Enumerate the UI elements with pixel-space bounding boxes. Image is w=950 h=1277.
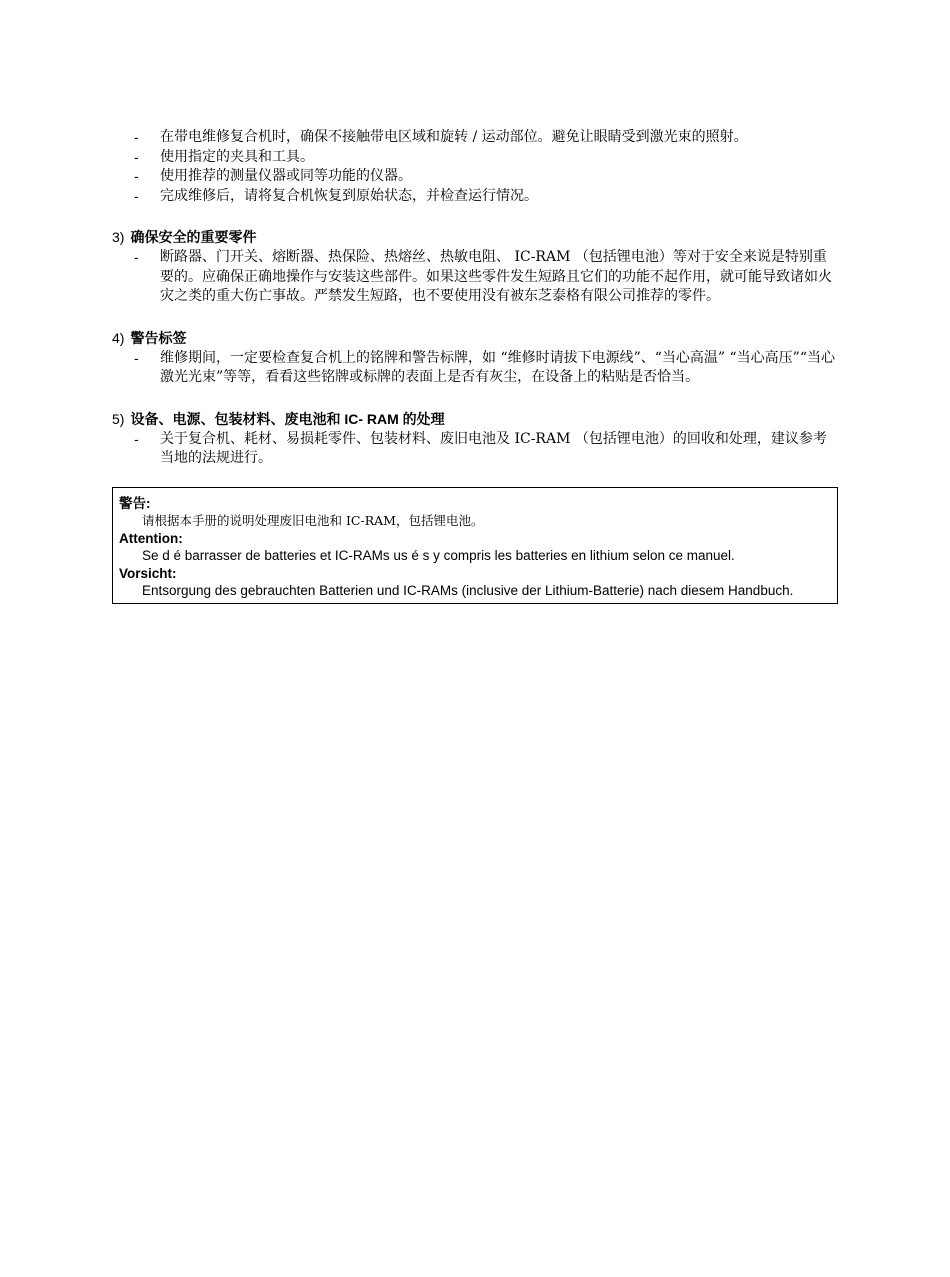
list-item xyxy=(112,248,838,307)
warning-label-cn: 警告: xyxy=(119,495,151,511)
list-item xyxy=(112,349,838,388)
list-item xyxy=(112,430,838,469)
section-title: 警告标签 xyxy=(130,329,187,346)
section-heading xyxy=(112,328,838,348)
warning-text-de: Entsorgung des gebrauchten Batterien und IC-RAMs (inclusive der Lithium-Batterie) nach diesem Handbuch. xyxy=(142,583,794,598)
bullet-text: 在带电维修复合机时，确保不接触带电区域和旋转 / 运动部位。避免让眼睛受到激光束的照射。 xyxy=(160,129,748,145)
warning-text-cn: 请根据本手册的说明处理废旧电池和 IC-RAM，包括锂电池。 xyxy=(142,513,484,528)
section-warning-labels xyxy=(112,328,838,388)
bullet-dash: - xyxy=(134,168,139,184)
document-page xyxy=(112,128,838,604)
warning-label-fr: Attention: xyxy=(119,530,183,546)
section-title: 确保安全的重要零件 xyxy=(130,229,257,245)
bullet-dash: - xyxy=(134,249,139,265)
list-item xyxy=(112,187,838,207)
bullet-text: 关于复合机、耗材、易损耗零件、包装材料、废旧电池及 IC-RAM （包括锂电池）的回收和处理，建议参考当地的法规进行。 xyxy=(160,430,827,466)
section-important-parts xyxy=(112,227,838,307)
section-number: 3) xyxy=(112,229,125,245)
bullet-dash: - xyxy=(134,187,139,204)
bullet-dash: - xyxy=(134,430,139,447)
list-item xyxy=(112,148,838,168)
bullet-text: 使用指定的夹具和工具。 xyxy=(160,148,314,165)
warning-text-fr: Se d é barrasser de batteries et IC-RAMs us é s y compris les batteries en lithium selon ce manuel. xyxy=(142,548,735,563)
section-heading xyxy=(112,409,838,429)
bullet-text: 断路器、门开关、熔断器、热保险、热熔丝、热敏电阻、 IC-RAM （包括锂电池）等对于安全来说是特别重要的。应确保正确地操作与安装这些部件。如果这些零件发生短路且它们的功能不起作用，就可能导致诸如火灾之类的重大伤亡事故。严禁发生短路，也不要使用没有被东芝泰格有限公司推荐的零件。 xyxy=(160,249,832,304)
section-number: 5) xyxy=(112,410,125,427)
battery-warning-box xyxy=(112,487,838,604)
safety-bullet-list xyxy=(112,128,838,206)
bullet-dash: - xyxy=(134,129,139,145)
bullet-dash: - xyxy=(134,349,139,366)
section-disposal xyxy=(112,409,838,469)
warning-label-de: Vorsicht: xyxy=(119,565,177,581)
list-item xyxy=(112,128,838,148)
bullet-text: 使用推荐的测量仪器或同等功能的仪器。 xyxy=(160,168,412,184)
list-item xyxy=(112,167,838,187)
bullet-text: 完成维修后，请将复合机恢复到原始状态，并检查运行情况。 xyxy=(160,187,538,204)
bullet-dash: - xyxy=(134,148,139,165)
bullet-text: 维修期间，一定要检查复合机上的铭牌和警告标牌，如 “维修时请拔下电源线”、“当心高温” “当心高压”“当心激光光束”等等，看看这些铭牌或标牌的表面上是否有灰尘，在设备上的粘贴是否恰当。 xyxy=(160,349,835,385)
section-title: 设备、电源、包装材料、废电池和 IC- RAM 的处理 xyxy=(130,410,445,427)
section-number: 4) xyxy=(112,329,125,346)
section-heading xyxy=(112,227,838,247)
